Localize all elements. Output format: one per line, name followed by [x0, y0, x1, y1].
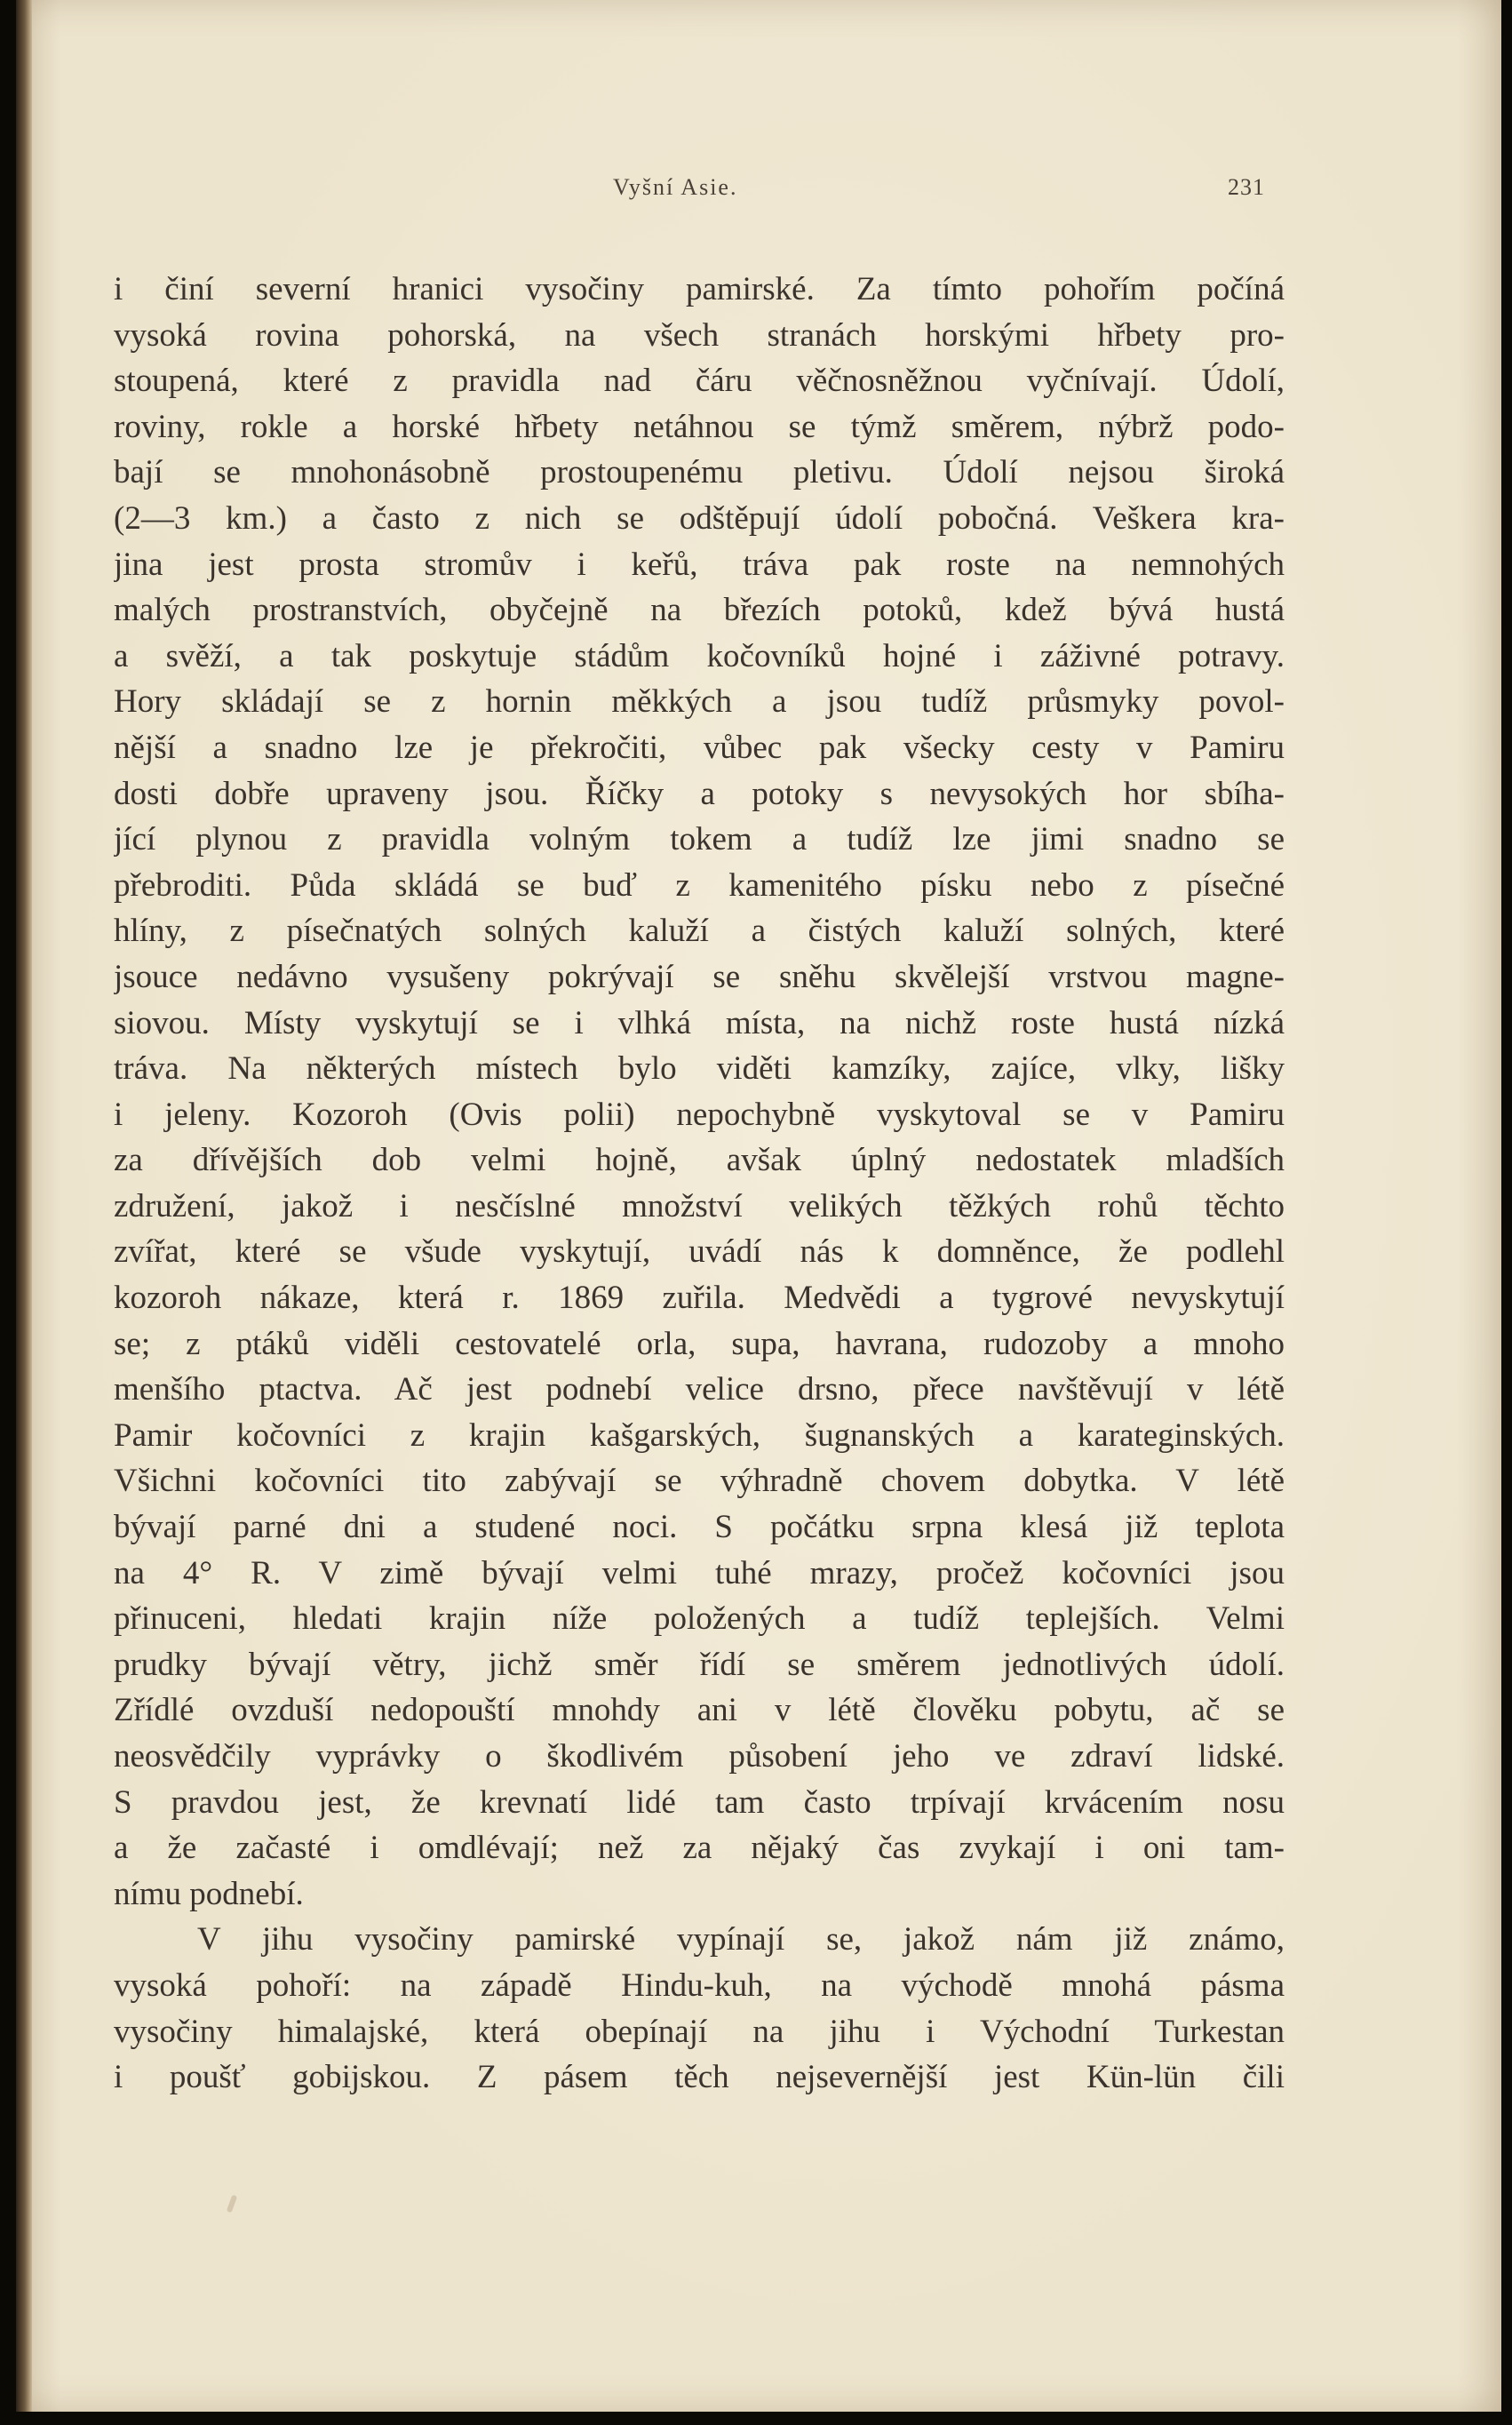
text-line: neosvědčily vyprávky o škodlivém působení jeho ve zdraví lidské.: [114, 1738, 1285, 1775]
text-line: jící plynou z pravidla volným tokem a tudíž lze jimi snadno se: [114, 821, 1285, 858]
page-number: 231: [1228, 174, 1265, 200]
text-line: hlíny, z písečnatých solných kaluží a čistých kaluží solných, které: [114, 913, 1285, 950]
text-line: přebroditi. Půda skládá se buď z kamenitého písku nebo z písečné: [114, 866, 1285, 904]
text-line: a svěží, a tak poskytuje stádům kočovníků hojné i záživné potravy.: [114, 637, 1285, 674]
text-line: združení, jakož i nesčíslné množství velikých těžkých rohů těchto: [114, 1187, 1285, 1224]
text-line: (2—3 km.) a často z nich se odštěpují údolí pobočná. Veškera kra-: [114, 499, 1285, 537]
paper-blemish: [227, 2195, 237, 2214]
text-line: Zřídlé ovzduší nedopouští mnohdy ani v létě člověku pobytu, ač se: [114, 1692, 1285, 1729]
text-line: roviny, rokle a horské hřbety netáhnou se týmž směrem, nýbrž podo-: [114, 408, 1285, 445]
text-line: i činí severní hranici vysočiny pamirské. Za tímto pohořím počíná: [114, 271, 1285, 307]
body-text: [114, 267, 1285, 2101]
text-line: bývají parné dni a studené noci. S počátku srpna klesá již teplota: [114, 1509, 1285, 1546]
running-title: Vyšní Asie.: [613, 174, 738, 200]
text-line: bají se mnohonásobně prostoupenému pletivu. Údolí nejsou široká: [114, 454, 1285, 491]
text-line: V jihu vysočiny pamirské vypínají se, jakož nám již známo,: [197, 1921, 1285, 1958]
text-line: i poušť gobijskou. Z pásem těch nejsevernější jest Kün-lün čili: [114, 2059, 1285, 2096]
text-line: zvířat, které se všude vyskytují, uvádí nás k domněnce, že podlehl: [114, 1233, 1285, 1271]
text-line: jsouce nedávno vysušeny pokrývají se sněhu skvělejší vrstvou magne-: [114, 958, 1285, 995]
text-line: nější a snadno lze je překročiti, vůbec pak všecky cesty v Pamiru: [114, 729, 1285, 766]
text-line: dosti dobře upraveny jsou. Říčky a potoky s nevysokých hor sbíha-: [114, 775, 1285, 812]
text-line: nímu podnebí.: [114, 1875, 304, 1912]
text-line: prudky bývají větry, jichž směr řídí se směrem jednotlivých údolí.: [114, 1646, 1285, 1683]
text-line: přinuceni, hledati krajin níže položených a tudíž teplejších. Velmi: [114, 1600, 1285, 1638]
book-page: [16, 0, 1501, 2412]
text-line: vysočiny himalajské, která obepínají na jihu i Východní Turkestan: [114, 2013, 1285, 2050]
page-binding-edge: [16, 0, 32, 2412]
text-line: siovou. Místy vyskytují se i vlhká místa, na nichž roste hustá nízká: [114, 1004, 1285, 1041]
text-line: a že začasté i omdlévají; než za nějaký čas zvykají i oni tam-: [114, 1830, 1285, 1867]
text-line: za dřívějších dob velmi hojně, avšak úplný nedostatek mladších: [114, 1142, 1285, 1179]
text-line: kozoroh nákaze, která r. 1869 zuřila. Medvědi a tygrové nevyskytují: [114, 1280, 1285, 1317]
text-line: Všichni kočovníci tito zabývají se výhradně chovem dobytka. V létě: [114, 1463, 1285, 1500]
text-line: S pravdou jest, že krevnatí lidé tam často trpívají krvácením nosu: [114, 1783, 1285, 1821]
text-line: i jeleny. Kozoroh (Ovis polii) nepochybně vyskytoval se v Pamiru: [114, 1096, 1285, 1133]
text-line: jina jest prosta stromův i keřů, tráva pak roste na nemnohých: [114, 546, 1285, 583]
text-line: Pamir kočovníci z krajin kašgarských, šugnanských a karateginských.: [114, 1416, 1285, 1454]
paragraph-2: [114, 1917, 1285, 2100]
running-header: [16, 174, 1501, 210]
text-line: vysoká pohoří: na západě Hindu-kuh, na východě mnohá pásma: [114, 1966, 1285, 2004]
text-line: vysoká rovina pohorská, na všech stranách horskými hřbety pro-: [114, 316, 1285, 354]
text-line: na 4° R. V zimě bývají velmi tuhé mrazy, pročež kočovníci jsou: [114, 1554, 1285, 1591]
text-line: malých prostranstvích, obyčejně na březích potoků, kdež bývá hustá: [114, 592, 1285, 629]
text-line: se; z ptáků viděli cestovatelé orla, supa, havrana, rudozoby a mnoho: [114, 1325, 1285, 1362]
text-line: stoupená, které z pravidla nad čáru věčnosněžnou vyčnívají. Údolí,: [114, 363, 1285, 400]
text-line: tráva. Na některých místech bylo viděti kamzíky, zajíce, vlky, lišky: [114, 1050, 1285, 1088]
paragraph-1: [114, 267, 1285, 1917]
text-line: Hory skládají se z hornin měkkých a jsou tudíž průsmyky povol-: [114, 683, 1285, 721]
text-line: menšího ptactva. Ač jest podnebí velice drsno, přece navštěvují v létě: [114, 1371, 1285, 1408]
